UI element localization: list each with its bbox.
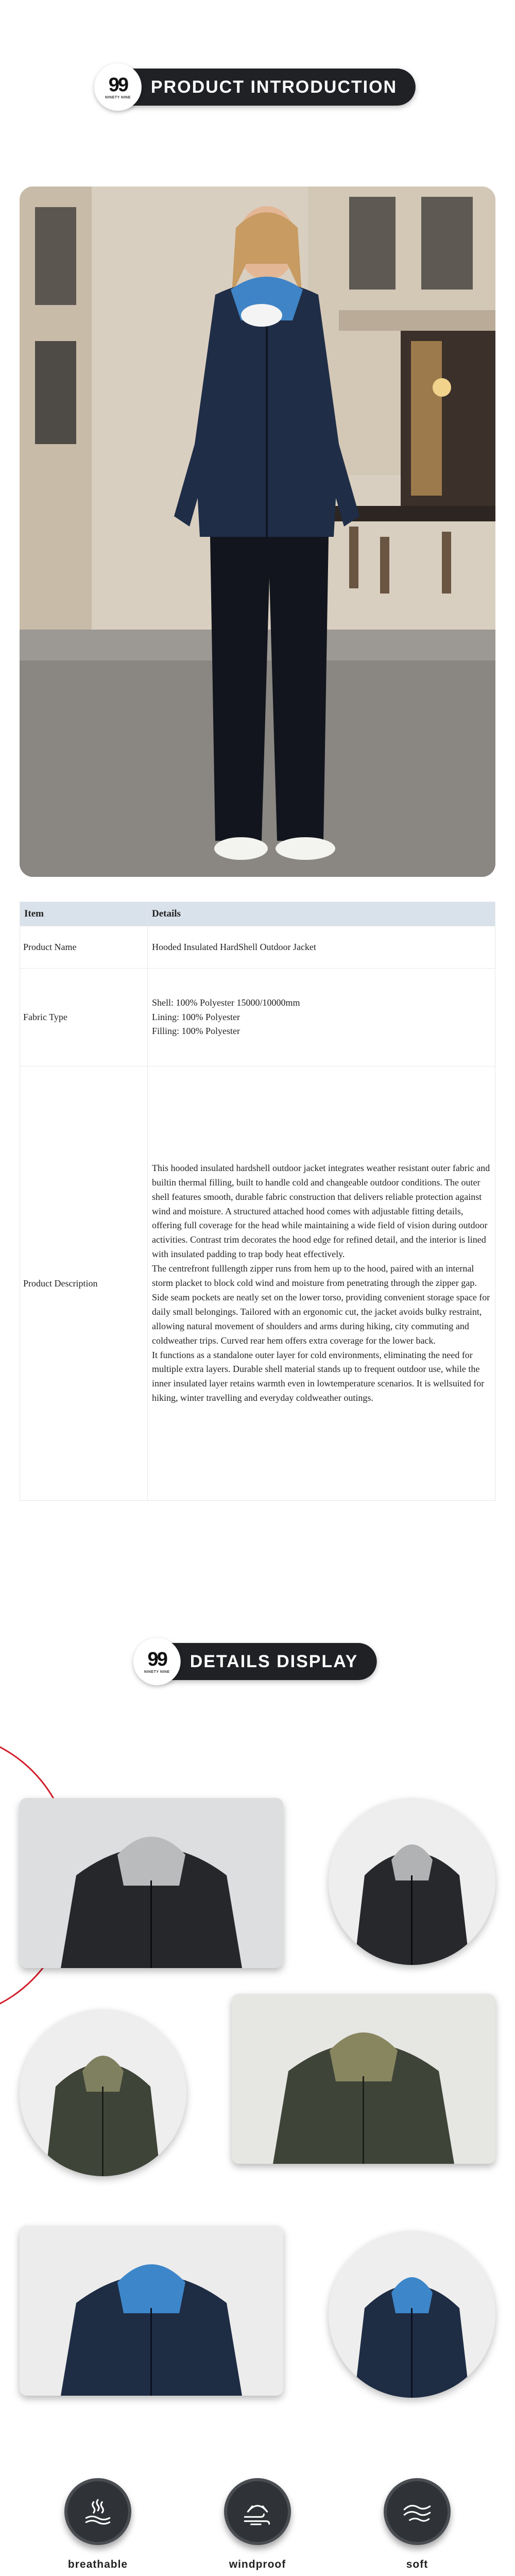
section-title: PRODUCT INTRODUCTION xyxy=(150,77,398,97)
table-header-item: Item xyxy=(20,902,148,926)
row-key: Product Name xyxy=(20,926,148,969)
table-row xyxy=(20,926,495,969)
section-title: DETAILS DISPLAY xyxy=(190,1651,358,1671)
feature-label: soft xyxy=(406,2558,428,2570)
row-key: Fabric Type xyxy=(20,969,148,1066)
logo-mark: 99 xyxy=(147,1648,166,1670)
hero-model-photo xyxy=(20,187,495,877)
black-jacket-circle-photo xyxy=(329,1798,495,1965)
fabric-filling: Filling: 100% Polyester xyxy=(152,1026,240,1037)
navy-jacket-circle-photo xyxy=(329,2231,495,2398)
row-value: Hooded Insulated HardShell Outdoor Jacket xyxy=(148,926,495,969)
feature-breathable xyxy=(46,2478,149,2571)
logo-text: NINETY NINE xyxy=(105,95,131,99)
table-header-details: Details xyxy=(148,902,495,926)
product-introduction-banner xyxy=(99,69,416,106)
logo-text: NINETY NINE xyxy=(144,1670,170,1674)
row-key: Product Description xyxy=(20,1066,148,1501)
description-paragraph: The centrefront fulllength zipper runs from hem up to the hood, paired with an internal storm placket to block cold wind and moisture from penetrating through the zipper gap. Side seam pockets are neatly set on the lower torso, providing convenient storage space for daily small belongings. Tailored with an ergonomic cut, the jacket avoids bulky restraint, allowing natural movement of shoulders and arms during hiking, city commuting and coldweather trips. Curved rear hem offers extra coverage for the lower back. xyxy=(152,1263,490,1346)
row-value xyxy=(148,1066,495,1501)
description-paragraph: This hooded insulated hardshell outdoor jacket integrates weather resistant outer fabric and builtin thermal filling, built to handle cold and changeable outdoor conditions. The outer shell features smooth, durable fabric construction that delivers reliable protection against wind and moisture. A structured attached hood comes with adjustable fitting details, offering full coverage for the head while maintaining a wide field of vision during outdoor activities. Contrast trim decorates the hood edge for refined detail, and the interior is lined with insulated padding to trap body heat effectively. xyxy=(152,1162,490,1260)
windproof-icon xyxy=(224,2478,291,2545)
navy-jacket-photo xyxy=(20,2226,283,2396)
table-row xyxy=(20,1066,495,1501)
feature-soft xyxy=(366,2478,469,2571)
breathable-icon xyxy=(64,2478,131,2545)
olive-jacket-photo xyxy=(232,1994,495,2164)
table-row xyxy=(20,969,495,1066)
product-spec-table xyxy=(20,902,495,1501)
feature-windproof xyxy=(206,2478,309,2571)
row-value xyxy=(148,969,495,1066)
logo-mark: 99 xyxy=(108,74,128,96)
feature-label: breathable xyxy=(67,2558,128,2570)
fabric-shell: Shell: 100% Polyester 15000/10000mm xyxy=(152,997,300,1008)
details-display-banner xyxy=(139,1643,377,1680)
soft-icon xyxy=(384,2478,451,2545)
brand-logo xyxy=(94,63,142,111)
fabric-lining: Lining: 100% Polyester xyxy=(152,1011,240,1022)
brand-logo xyxy=(133,1638,181,1685)
description-paragraph: It functions as a standalone outer layer for cold environments, eliminating the need for multiple extra layers. Durable shell material stands up to frequent outdoor use, while the inner insulated layer retains warmth even in lowtemperature scenarios. It is wellsuited for hiking, winter travelling and everyday coldweather outings. xyxy=(152,1349,485,1403)
feature-label: windproof xyxy=(229,2558,286,2570)
black-jacket-photo xyxy=(20,1798,283,1968)
olive-jacket-circle-photo xyxy=(20,2009,186,2176)
